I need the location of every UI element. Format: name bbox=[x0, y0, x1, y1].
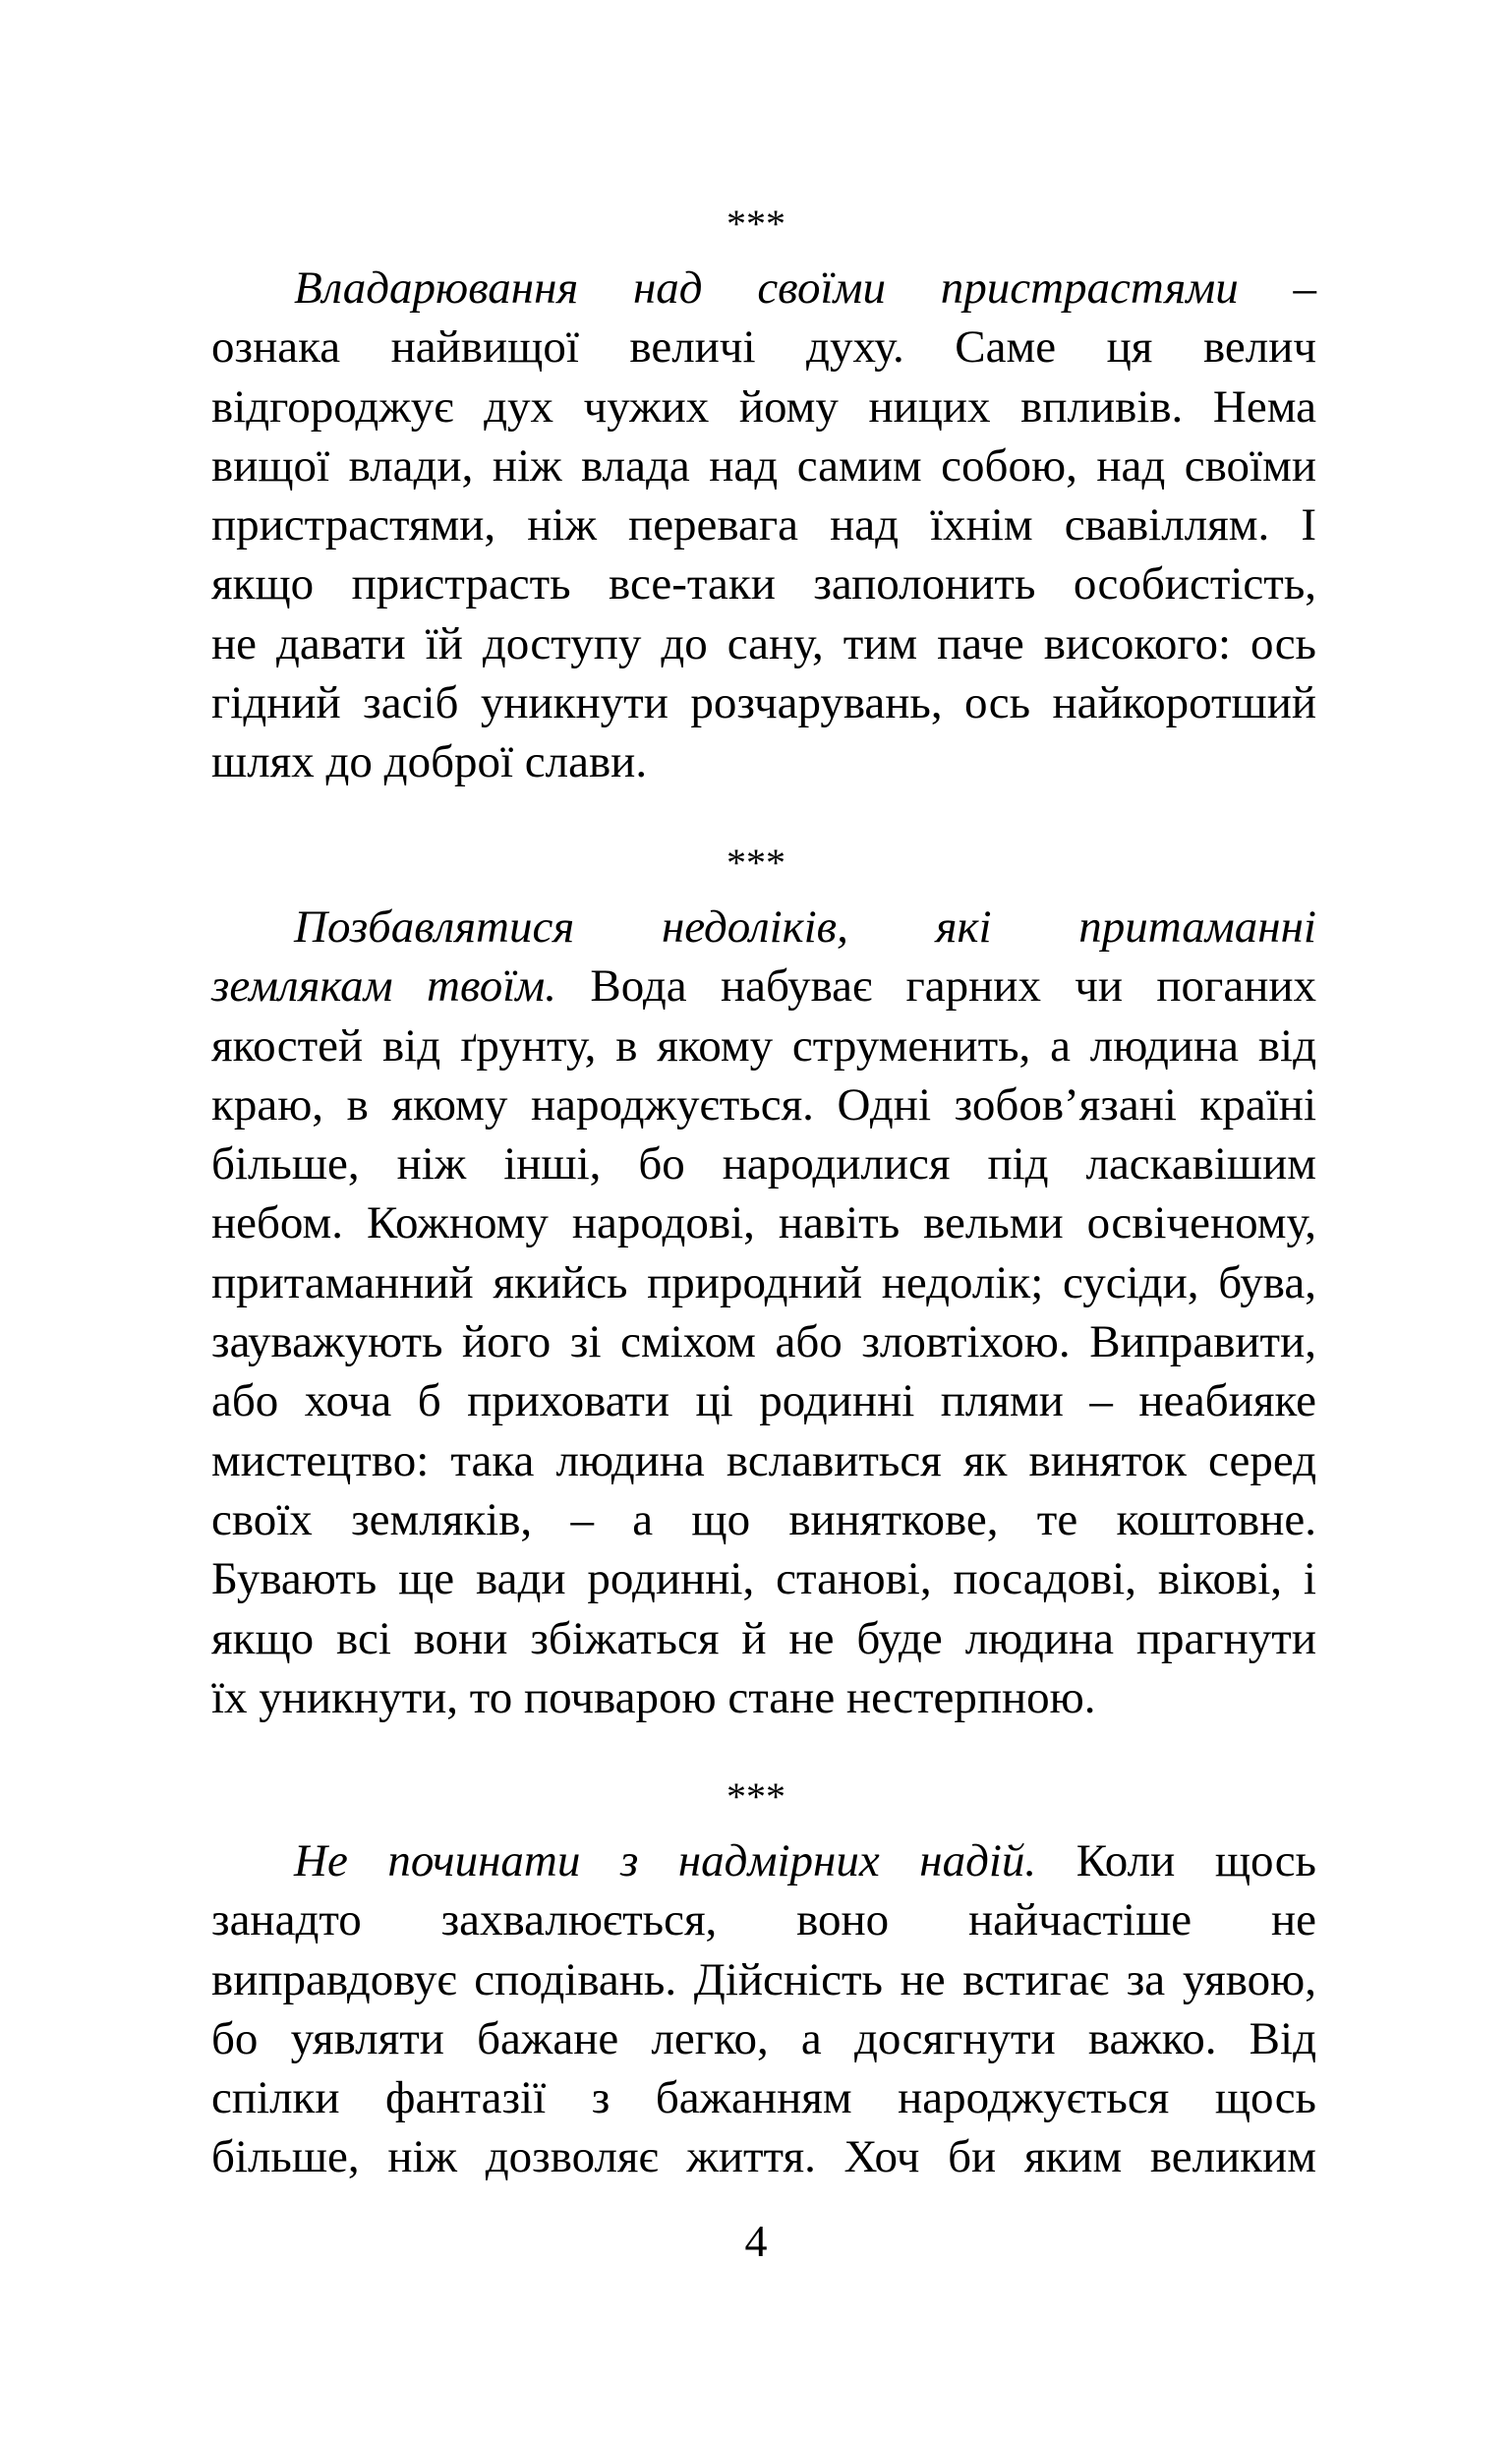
page-number: 4 bbox=[744, 2216, 768, 2266]
paragraph-line: або хоча б приховати ці родинні плями – неабияке bbox=[211, 1375, 1316, 1427]
section-separator: *** bbox=[727, 202, 785, 246]
paragraph-1 bbox=[211, 259, 1316, 792]
paragraph-2 bbox=[211, 898, 1316, 1727]
paragraph-line: мистецтво: така людина вславиться як виняток серед bbox=[211, 1434, 1316, 1486]
paragraph-line: Бувають ще вади родинні, станові, посадові, вікові, і bbox=[211, 1553, 1316, 1605]
paragraph-line: вищої влади, ніж влада над самим собою, над своїми bbox=[211, 439, 1316, 492]
paragraph-line: своїх земляків, – а що виняткове, те коштовне. bbox=[211, 1493, 1316, 1545]
paragraph-line: не давати їй доступу до сану, тим паче високого: ось bbox=[211, 617, 1316, 669]
section-separator: *** bbox=[727, 1774, 785, 1819]
paragraph-line: якостей від ґрунту, в якому струменить, а людина від bbox=[211, 1019, 1316, 1072]
paragraph-line: притаманний якийсь природний недолік; сусіди, бува, bbox=[211, 1256, 1316, 1308]
paragraph-line: шлях до доброї слави. bbox=[211, 736, 648, 788]
paragraph-line: землякам твоїм. Вода набуває гарних чи поганих bbox=[211, 960, 1316, 1013]
paragraph-3 bbox=[211, 1831, 1316, 2187]
paragraph-line: Не починати з надмірних надій. Коли щось bbox=[294, 1835, 1316, 1886]
paragraph-line: виправдовує сподівань. Дійсність не встигає за уявою, bbox=[211, 1953, 1316, 2005]
paragraph-line: Позбавлятися недоліків, які притаманні bbox=[294, 901, 1316, 953]
paragraph-line: більше, ніж дозволяє життя. Хоч би яким великим bbox=[211, 2131, 1316, 2183]
paragraph-line: спілки фантазії з бажанням народжується щось bbox=[211, 2072, 1316, 2124]
paragraph-line: більше, ніж інші, бо народилися під ласкавішим bbox=[211, 1138, 1316, 1190]
paragraph-line: пристрастями, ніж перевага над їхнім свавіллям. І bbox=[211, 499, 1316, 551]
paragraph-line: якщо всі вони збіжаться й не буде людина прагнути bbox=[211, 1612, 1316, 1664]
paragraph-line: їх уникнути, то почварою стане нестерпною. bbox=[211, 1671, 1096, 1723]
paragraph-line: небом. Кожному народові, навіть вельми освіченому, bbox=[211, 1197, 1316, 1249]
paragraph-line: занадто захвалюється, воно найчастіше не bbox=[211, 1894, 1316, 1946]
paragraph-line: зауважують його зі сміхом або зловтіхою. Виправити, bbox=[211, 1316, 1316, 1368]
paragraph-line: бо уявляти бажане легко, а досягнути важко. Від bbox=[211, 2012, 1316, 2064]
section-separator: *** bbox=[727, 841, 785, 885]
paragraph-line: краю, в якому народжується. Одні зобов’язані країні bbox=[211, 1078, 1316, 1131]
paragraph-line: ознака найвищої величі духу. Саме ця велич bbox=[211, 321, 1316, 374]
paragraph-line: якщо пристрасть все-таки заполонить особистість, bbox=[211, 558, 1316, 610]
paragraph-line: Владарювання над своїми пристрастями – bbox=[294, 262, 1316, 314]
paragraph-line: гідний засіб уникнути розчарувань, ось найкоротший bbox=[211, 677, 1316, 729]
paragraph-line: відгороджує дух чужих йому ницих впливів. Нема bbox=[211, 380, 1316, 433]
